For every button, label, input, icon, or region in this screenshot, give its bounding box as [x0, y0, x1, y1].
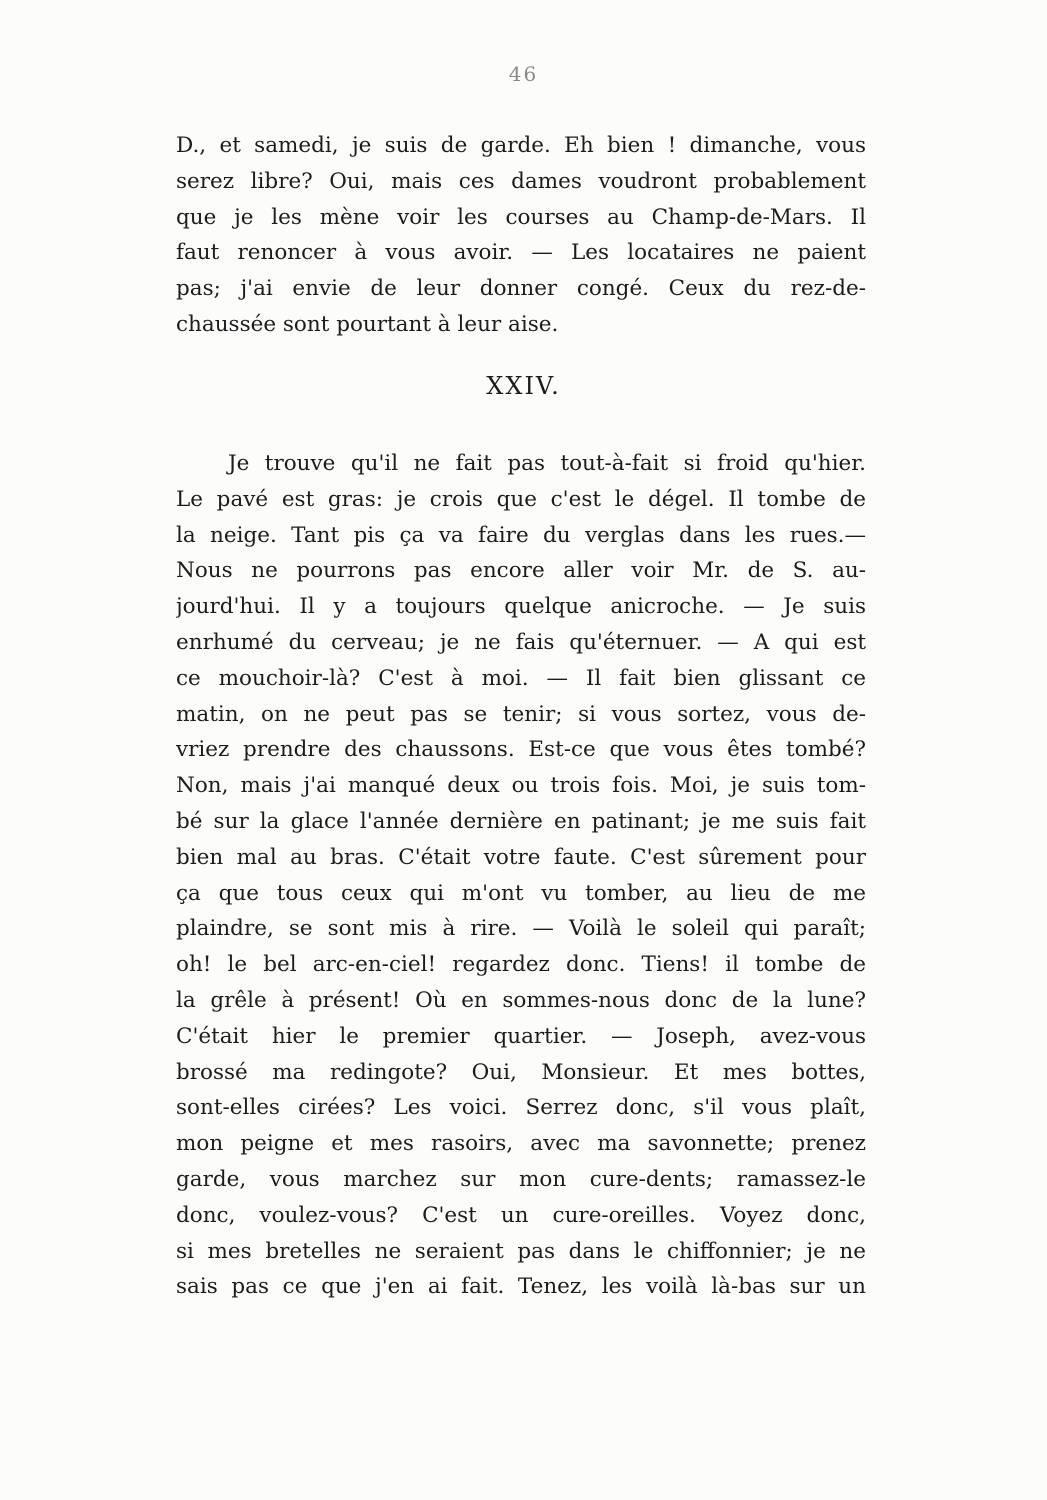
text-line: matin, on ne peut pas se tenir; si vous sortez, vous de-	[176, 701, 866, 727]
chapter-heading: XXIV.	[486, 372, 561, 400]
text-line: si mes bretelles ne seraient pas dans le chiffonnier; je ne	[176, 1238, 866, 1264]
text-line: plaindre, se sont mis à rire. — Voilà le soleil qui paraît;	[176, 916, 866, 942]
text-line: jourd'hui. Il y a toujours quelque anicroche. — Je suis	[176, 594, 866, 620]
text-line: ça que tous ceux qui m'ont vu tomber, au lieu de me	[176, 880, 866, 906]
text-line: Nous ne pourrons pas encore aller voir Mr. de S. au-	[176, 558, 866, 584]
text-line: serez libre? Oui, mais ces dames voudront probablement	[176, 168, 866, 194]
text-line: C'était hier le premier quartier. — Joseph, avez-vous	[176, 1023, 866, 1049]
text-line: la neige. Tant pis ça va faire du verglas dans les rues.—	[176, 522, 866, 548]
text-line: oh! le bel arc-en-ciel! regardez donc. Tiens! il tombe de	[176, 952, 866, 978]
text-line: Non, mais j'ai manqué deux ou trois fois. Moi, je suis tom-	[176, 773, 866, 799]
chapter-paragraph	[176, 446, 866, 1305]
page-number: 46	[508, 62, 539, 86]
text-line: D., et samedi, je suis de garde. Eh bien ! dimanche, vous	[176, 133, 866, 158]
text-line: garde, vous marchez sur mon cure-dents; ramassez-le	[176, 1166, 866, 1192]
text-line: vriez prendre des chaussons. Est-ce que vous êtes tombé?	[176, 737, 866, 763]
text-line: sais pas ce que j'en ai fait. Tenez, les voilà là-bas sur un	[176, 1274, 866, 1300]
text-line: la grêle à présent! Où en sommes-nous donc de la lune?	[176, 987, 866, 1013]
text-line: pas; j'ai envie de leur donner congé. Ceux du rez-de-	[176, 276, 866, 302]
text-line: enrhumé du cerveau; je ne fais qu'éternuer. — A qui est	[176, 629, 866, 655]
text-line: bé sur la glace l'année dernière en patinant; je me suis fait	[176, 808, 866, 834]
text-line: brossé ma redingote? Oui, Monsieur. Et mes bottes,	[176, 1059, 866, 1085]
text-line: que je les mène voir les courses au Champ-de-Mars. Il	[176, 204, 866, 230]
text-line: sont-elles cirées? Les voici. Serrez donc, s'il vous plaît,	[176, 1095, 866, 1121]
text-line: Le pavé est gras: je crois que c'est le dégel. Il tombe de	[176, 486, 866, 512]
text-line: mon peigne et mes rasoirs, avec ma savonnette; prenez	[176, 1131, 866, 1157]
text-line: Je trouve qu'il ne fait pas tout-à-fait si froid qu'hier.	[228, 451, 866, 476]
text-line: ce mouchoir-là? C'est à moi. — Il fait bien glissant ce	[176, 665, 866, 691]
top-paragraph	[176, 128, 866, 343]
text-line: donc, voulez-vous? C'est un cure-oreilles. Voyez donc,	[176, 1202, 866, 1228]
text-line: faut renoncer à vous avoir. — Les locataires ne paient	[176, 240, 866, 266]
text-line: bien mal au bras. C'était votre faute. C'est sûrement pour	[176, 844, 866, 870]
text-line: chaussée sont pourtant à leur aise.	[176, 311, 559, 337]
